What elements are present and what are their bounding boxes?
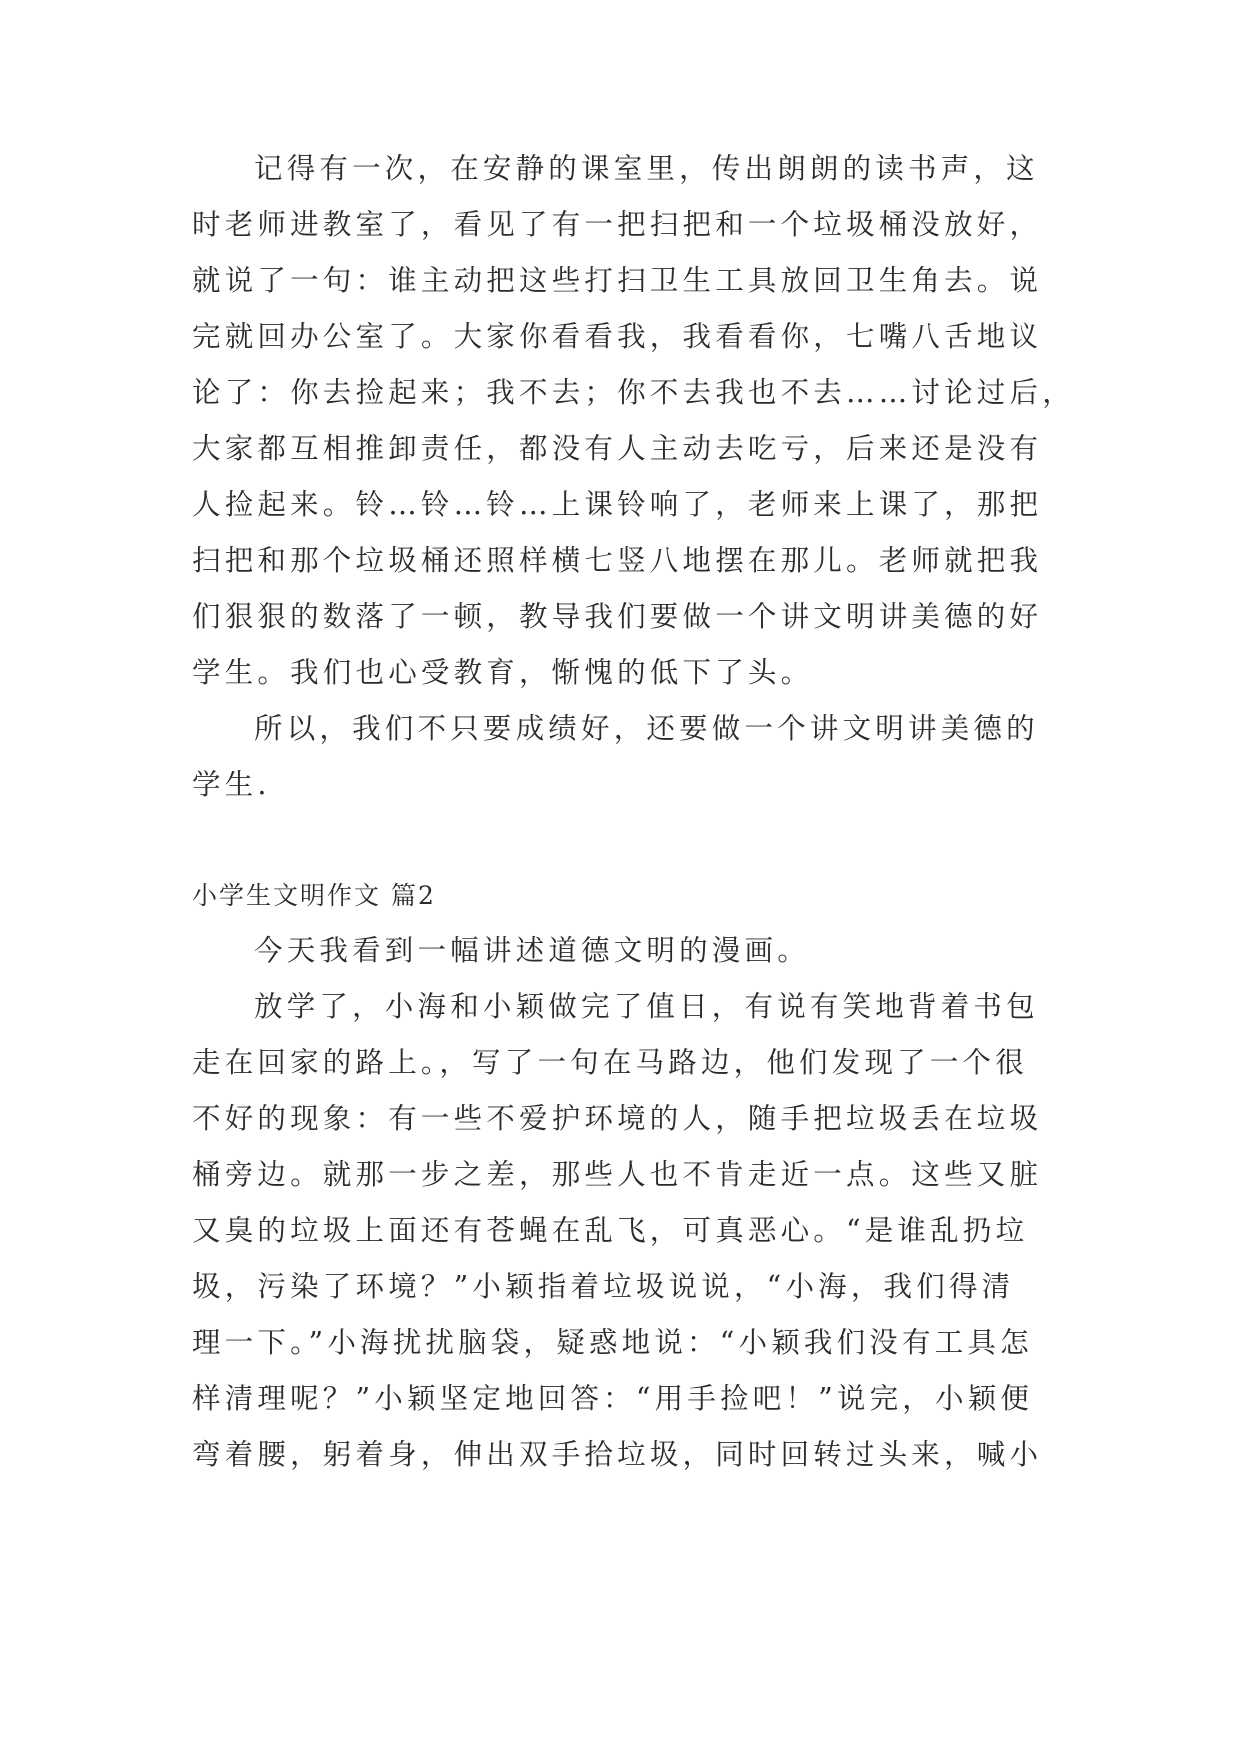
paragraph-line: 就说了一句：谁主动把这些打扫卫生工具放回卫生角去。说 <box>192 264 1043 297</box>
paragraph-line: 论了：你去捡起来；我不去；你不去我也不去……讨论过后， <box>192 376 1075 409</box>
paragraph-line: 走在回家的路上。，写了一句在马路边，他们发现了一个很 <box>192 1046 1028 1079</box>
paragraph-line: 所以，我们不只要成绩好，还要做一个讲文明讲美德的 <box>254 712 1039 745</box>
paragraph-line: 样清理呢？”小颖坚定地回答：“用手捡吧！”说完，小颖便 <box>192 1382 1034 1415</box>
paragraph-line: 们狠狠的数落了一顿，教导我们要做一个讲文明讲美德的好 <box>192 600 1043 633</box>
paragraph-line: 理一下。”小海扰扰脑袋，疑惑地说：“小颖我们没有工具怎 <box>192 1326 1033 1359</box>
paragraph-line: 大家都互相推卸责任，都没有人主动去吃亏，后来还是没有 <box>192 432 1043 465</box>
paragraph-line: 桶旁边。就那一步之差，那些人也不肯走近一点。这些又脏 <box>192 1158 1043 1191</box>
paragraph-line: 放学了，小海和小颖做完了值日，有说有笑地背着书包 <box>254 990 1039 1023</box>
paragraph-line: 扫把和那个垃圾桶还照样横七竖八地摆在那儿。老师就把我 <box>192 544 1043 577</box>
section-heading: 小学生文明作文 篇2 <box>192 881 436 910</box>
paragraph-line: 完就回办公室了。大家你看看我，我看看你，七嘴八舌地议 <box>192 320 1043 353</box>
paragraph-line: 学生。我们也心受教育，惭愧的低下了头。 <box>192 656 814 689</box>
paragraph-line: 今天我看到一幅讲述道德文明的漫画。 <box>254 934 810 967</box>
paragraph-line: 弯着腰，躬着身，伸出双手拾垃圾，同时回转过头来，喊小 <box>192 1438 1043 1471</box>
paragraph-line: 学生. <box>192 768 271 801</box>
paragraph-line: 记得有一次，在安静的课室里，传出朗朗的读书声，这 <box>254 152 1039 185</box>
paragraph-line: 又臭的垃圾上面还有苍蝇在乱飞，可真恶心。“是谁乱扔垃 <box>192 1214 1029 1247</box>
paragraph-line: 人捡起来。铃…铃…铃…上课铃响了，老师来上课了，那把 <box>192 488 1043 521</box>
paragraph-line: 不好的现象：有一些不爱护环境的人，随手把垃圾丢在垃圾 <box>192 1102 1043 1135</box>
paragraph-line: 圾，污染了环境？”小颖指着垃圾说说，“小海，我们得清 <box>192 1270 1015 1303</box>
paragraph-line: 时老师进教室了，看见了有一把扫把和一个垃圾桶没放好， <box>192 208 1043 241</box>
